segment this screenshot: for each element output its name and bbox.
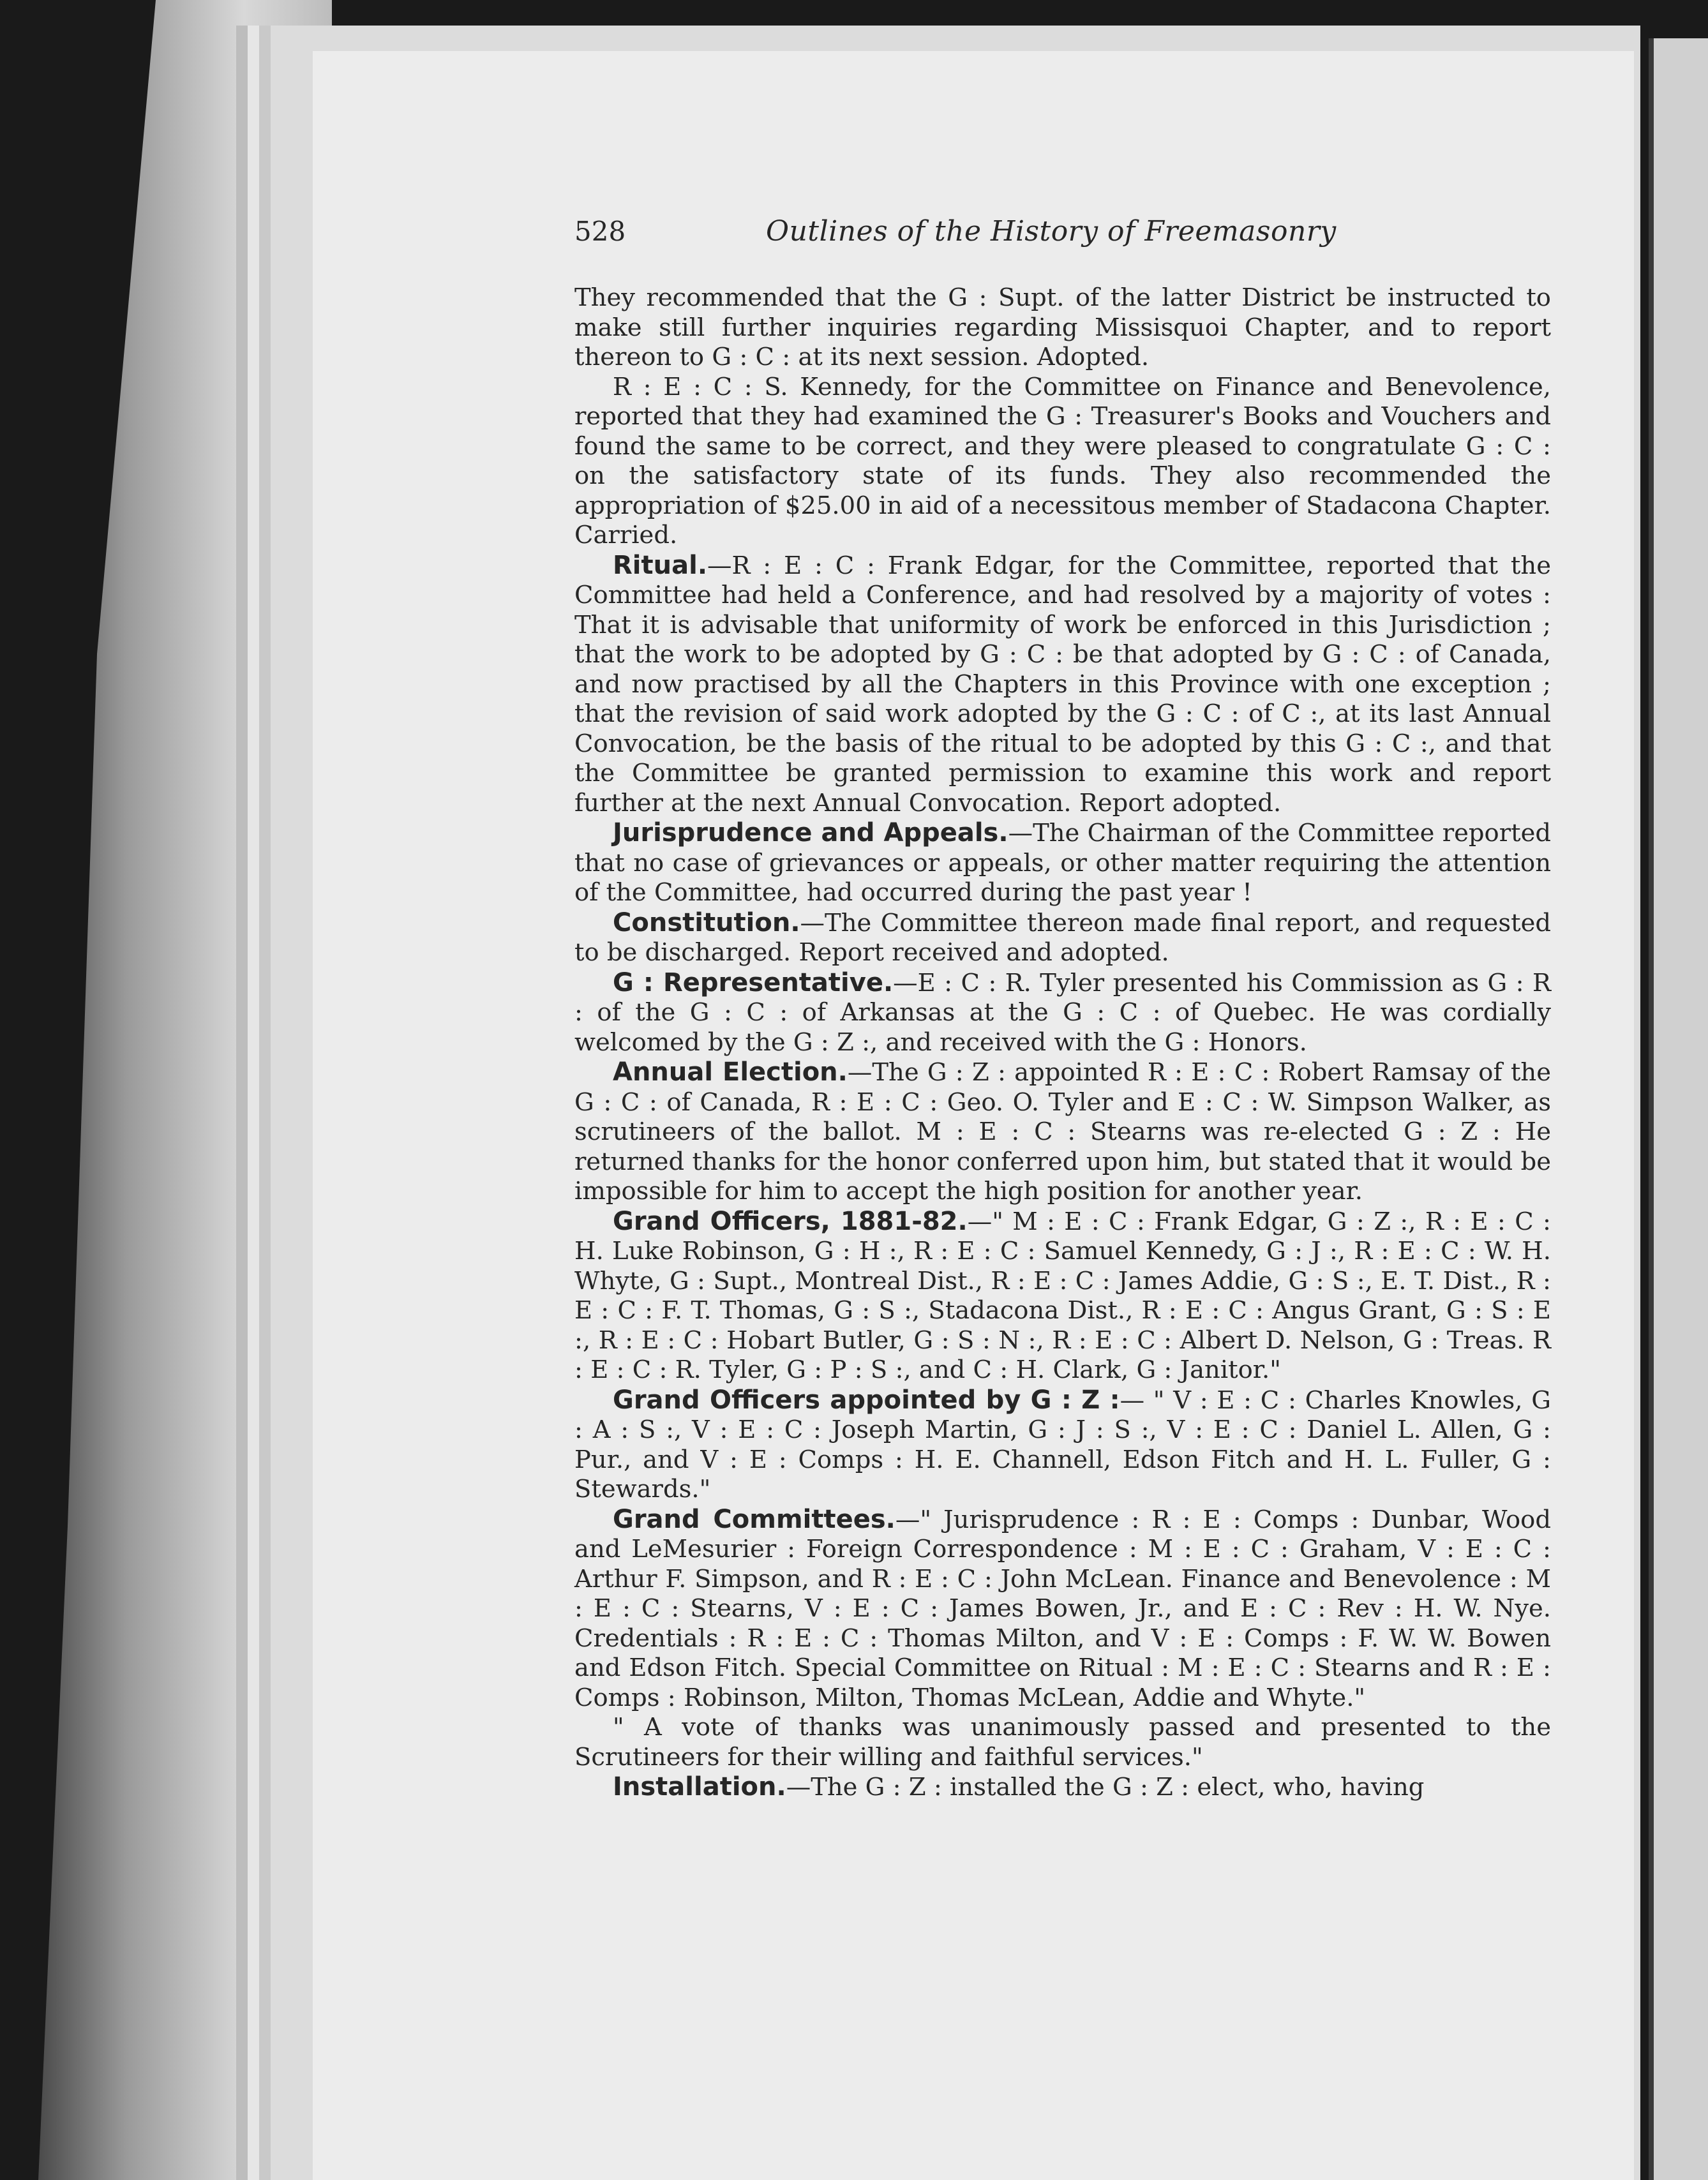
paragraph-text: — " V : E : C : Charles Knowles, G : A : S :, V : E : C : Joseph Martin, G : J : S :, V : E : C : Daniel L. Allen, G : Pur., and V : E : Comps : H. E. Channell, Edson Fitch and H. L. Fuller, G : Stewards." [574, 1385, 1551, 1504]
running-title: Outlines of the History of Freemasonry [766, 215, 1337, 248]
section-heading: Grand Officers appointed by G : Z : [613, 1385, 1120, 1415]
paragraph-grand-committees [574, 1505, 1551, 1713]
paragraph-text: —E : C : R. Tyler presented his Commission as G : R : of the G : C : of Arkansas at the G : C : of Quebec. He was cordially welcomed by the G : Z :, and received with the G : Honors. [574, 968, 1551, 1057]
paragraph-installation [574, 1772, 1551, 1803]
section-heading: Grand Officers, 1881-82. [613, 1206, 968, 1236]
page-content [574, 217, 1551, 1803]
section-heading: Installation. [613, 1772, 786, 1802]
paragraph-missisquoi [574, 283, 1551, 373]
page-number: 528 [574, 216, 626, 247]
paragraph-constitution [574, 908, 1551, 968]
section-heading: Annual Election. [613, 1057, 848, 1087]
paragraph-text: —The Committee thereon made final report, and requested to be discharged. Report received and adopted. [574, 908, 1551, 967]
paragraph-text: —The G : Z : installed the G : Z : elect, who, having [786, 1773, 1425, 1802]
facing-page-edge [1649, 38, 1708, 2180]
running-header [574, 217, 1551, 262]
paragraph-vote-of-thanks [574, 1713, 1551, 1772]
section-heading: Ritual. [613, 550, 708, 580]
paragraph-representative [574, 968, 1551, 1058]
paragraph-finance [574, 373, 1551, 551]
paragraph-text: They recommended that the G : Supt. of the latter District be instructed to make still further inquiries regarding Missisquoi Chapter, and to report thereon to G : C : at its next session. Adopted. [574, 283, 1551, 371]
paragraph-text: —" M : E : C : Frank Edgar, G : Z :, R : E : C : H. Luke Robinson, G : H :, R : E : C : Samuel Kennedy, G : J :, R : E : C : W. H. Whyte, G : Supt., Montreal Dist., R : E : C : James Addie, G : S :, E. T. Dist., R : E : C : F. T. Thomas, G : S :, Stadacona Dist., R : E : C : Angus Grant, G : S : E :, R : E : C : Hobart Butler, G : S : N :, R : E : C : Albert D. Nelson, G : Treas. R : E : C : R. Tyler, G : P : S :, and C : H. Clark, G : Janitor." [574, 1207, 1551, 1384]
section-heading: G : Representative. [613, 967, 894, 997]
paragraph-election [574, 1057, 1551, 1207]
paragraph-grand-officers [574, 1207, 1551, 1385]
section-heading: Jurisprudence and Appeals. [613, 818, 1008, 847]
paragraph-text: R : E : C : S. Kennedy, for the Committee on Finance and Benevolence, reported that they had examined the G : Treasurer's Books and Vouchers and found the same to be correct, and they were pleased to congratulate G : C : on the satisfactory state of its funds. They also recommended the appropriation of $25.00 in aid of a necessitous member of Stadacona Chapter. Carried. [574, 372, 1551, 549]
paragraph-text: —The G : Z : appointed R : E : C : Robert Ramsay of the G : C : of Canada, R : E : C : Geo. O. Tyler and E : C : W. Simpson Walker, as scrutineers of the ballot. M : E : C : Stearns was re-elected G : Z : He returned thanks for the honor conferred upon him, but stated that it would be impossible for him to accept the high position for another year. [574, 1058, 1551, 1206]
paragraph-ritual [574, 551, 1551, 819]
paragraph-text: —R : E : C : Frank Edgar, for the Committee, reported that the Committee had held a Conference, and had resolved by a majority of votes : That it is advisable that uniformity of work be enforced in this Jurisdiction ; that the work to be adopted by G : C : be that adopted by G : C : of Canada, and now practised by all the Chapters in this Province with one exception ; that the revision of said work adopted by the G : C : of C :, at its last Annual Convocation, be the basis of the ritual to be adopted by this G : C :, and that the Committee be granted permission to examine this work and report further at the next Annual Convocation. Report adopted. [574, 551, 1551, 818]
paragraph-jurisprudence [574, 818, 1551, 908]
paragraph-text: —The Chairman of the Committee reported that no case of grievances or appeals, or other matter requiring the attention of the Committee, had occurred during the past year ! [574, 819, 1552, 907]
paragraph-appointed-officers [574, 1385, 1551, 1505]
paragraph-text: —" Jurisprudence : R : E : Comps : Dunbar, Wood and LeMesurier : Foreign Correspondence : M : E : C : Graham, V : E : C : Arthur F. Simpson, and R : E : C : John McLean. Finance and Benevolence : M : E : C : Stearns, V : E : C : James Bowen, Jr., and E : C : Rev : H. W. Nye. Credentials : R : E : C : Thomas Milton, and V : E : Comps : F. W. W. Bowen and Edson Fitch. Special Committee on Ritual : M : E : C : Stearns and R : E : Comps : Robinson, Milton, Thomas McLean, Addie and Whyte." [574, 1505, 1552, 1712]
section-heading: Grand Committees. [613, 1504, 895, 1534]
section-heading: Constitution. [613, 907, 800, 937]
paragraph-text: " A vote of thanks was unanimously passed and presented to the Scrutineers for their willing and faithful services." [574, 1713, 1551, 1772]
